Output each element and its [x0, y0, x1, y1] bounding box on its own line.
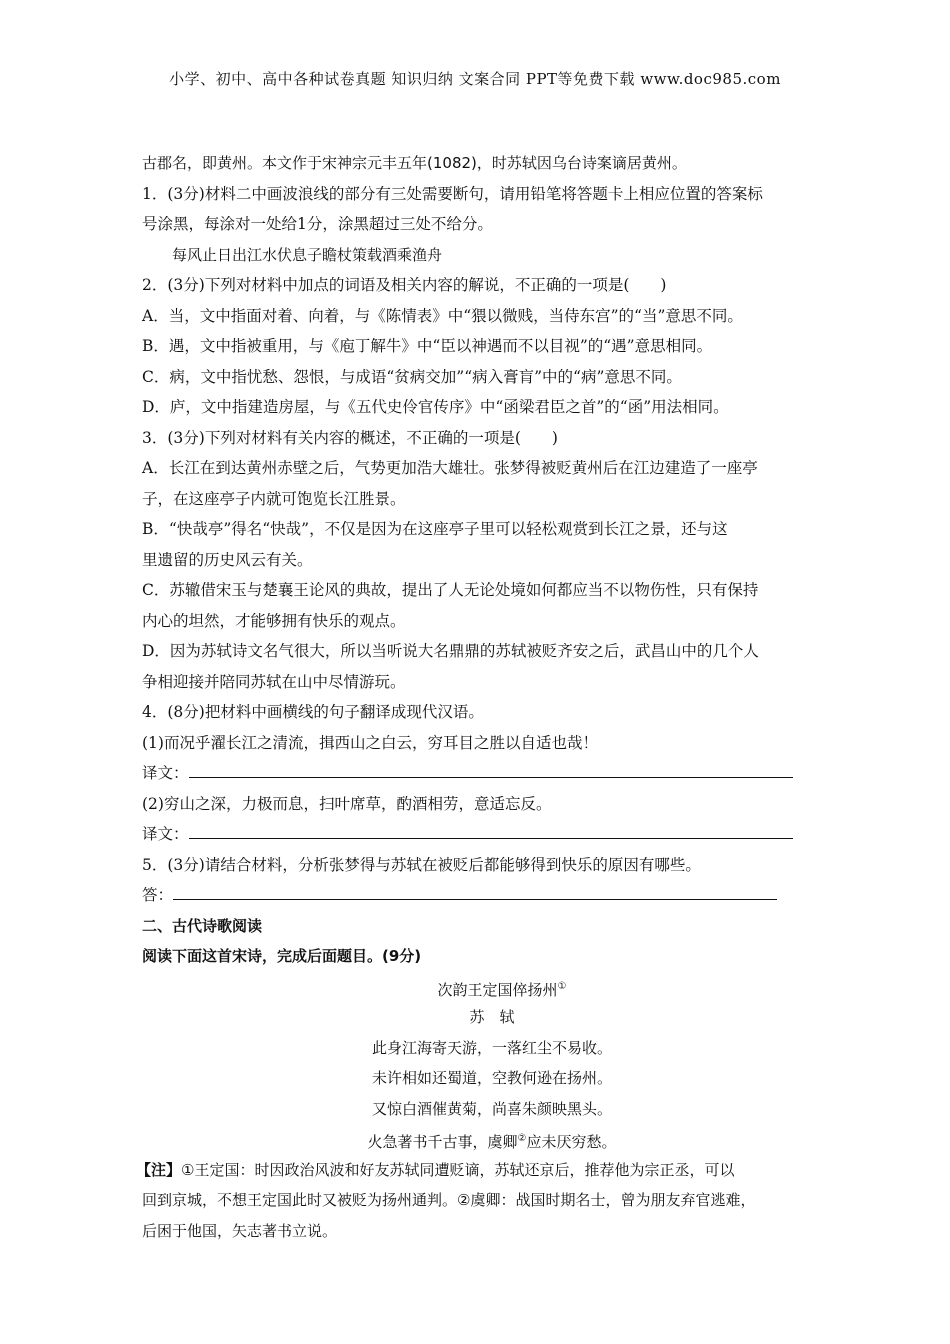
poem-line-2: 未许相如还蜀道，空教何逊在扬州。 [371, 1069, 612, 1087]
q5-stem: 5．(3分)请结合材料，分析张梦得与苏轼在被贬后都能够得到快乐的原因有哪些。 [142, 855, 701, 874]
q1-stem-line1: 1．(3分)材料二中画波浪线的部分有三处需要断句，请用铅笔将答题卡上相应位置的答案标 [142, 184, 763, 203]
q1-sentence: 每风止日出江水伏息子瞻杖策载酒乘渔舟 [172, 245, 443, 264]
q2-stem: 2．(3分)下列对材料中加点的词语及相关内容的解说，不正确的一项是( ) [142, 276, 667, 294]
q4-sentence-1: (1)而况乎濯长江之清流，揖西山之白云，穷耳目之胜以自适也哉！ [142, 733, 598, 752]
notes-line-2: 回到京城，不想王定国此时又被贬为扬州通判。②虞卿：战国时期名士，曾为朋友弃官逃难， [142, 1191, 756, 1209]
q3-option-c-line2: 内心的坦然，才能够拥有快乐的观点。 [142, 611, 406, 630]
poem-line-4-footnote: ② [517, 1133, 527, 1144]
answer-label: 答： [142, 886, 174, 904]
notes-text-1: ①王定国：时因政治风波和好友苏轼同遭贬谪，苏轼还京后，推荐他为宗正丞，可以 [181, 1160, 735, 1179]
poem-title-footnote: ① [557, 980, 567, 992]
poem-line-4-part-a: 火急著书千古事，虞卿 [367, 1133, 518, 1151]
notes-line-3: 后困于他国，矢志著书立说。 [142, 1221, 338, 1240]
q5-answer-row [142, 880, 822, 911]
q3-option-c-line1: C．苏辙借宋玉与楚襄王论风的典故，提出了人无论处境如何都应当不以物伤性，只有保持 [142, 581, 759, 599]
notes-line-1 [136, 1155, 822, 1186]
poem-line-1: 此身江海寄天游，一落红尘不易收。 [371, 1038, 612, 1057]
poem-title [142, 972, 822, 1003]
q4-stem: 4．(8分)把材料中画横线的句子翻译成现代汉语。 [142, 703, 484, 721]
q3-option-b-line2: 里遗留的历史风云有关。 [142, 550, 313, 569]
q3-option-a-line2: 子，在这座亭子内就可饱览长江胜景。 [142, 489, 406, 508]
q2-option-d: D．庐，文中指建造房屋，与《五代史伶官传序》中“函梁君臣之首”的“函”用法相同。 [142, 398, 729, 416]
q3-stem: 3．(3分)下列对材料有关内容的概述，不正确的一项是( ) [142, 428, 558, 447]
q2-option-c: C．病，文中指忧愁、怨恨，与成语“贫病交加”“病入膏肓”中的“病”意思不同。 [142, 367, 682, 386]
q3-option-d-line2: 争相迎接并陪同苏轼在山中尽情游玩。 [142, 672, 406, 691]
q3-option-b-line1: B．“快哉亭”得名“快哉”，不仅是因为在这座亭子里可以轻松观赏到长江之景，还与这 [142, 520, 728, 538]
notes-tag: 【注】 [136, 1160, 182, 1179]
poem-line-3: 又惊白酒催黄菊，尚喜朱颜映黑头。 [371, 1099, 612, 1118]
intro-text: 古郡名，即黄州。本文作于宋神宗元丰五年(1082)，时苏轼因乌台诗案谪居黄州。 [142, 154, 687, 172]
q4-answer-row-2 [142, 819, 822, 850]
section-2-title: 二、古代诗歌阅读 [142, 916, 263, 935]
poem-author: 苏 轼 [469, 1008, 515, 1026]
answer-blank-2[interactable] [189, 820, 793, 839]
document-body [136, 148, 822, 1246]
q4-answer-row-1 [142, 758, 822, 789]
q2-option-a: A．当，文中指面对着、向着，与《陈情表》中“猥以微贱，当侍东宫”的“当”意思不同。 [142, 306, 743, 325]
page-header: 小学、初中、高中各种试卷真题 知识归纳 文案合同 PPT等免费下载 www.doc985.com [169, 70, 781, 88]
poem-line-4-part-b: 应未厌穷愁。 [526, 1133, 617, 1151]
poem-line-4 [142, 1124, 822, 1155]
translation-label-1: 译文： [142, 764, 189, 782]
q2-option-b: B．遇，文中指被重用，与《庖丁解牛》中“臣以神遇而不以目视”的“遇”意思相同。 [142, 337, 713, 355]
q3-option-a-line1: A．长江在到达黄州赤壁之后，气势更加浩大雄壮。张梦得被贬黄州后在江边建造了一座亭 [142, 459, 758, 477]
answer-blank-3[interactable] [173, 881, 777, 900]
poem-title-text: 次韵王定国倅扬州 [437, 980, 558, 999]
section-2-instruction: 阅读下面这首宋诗，完成后面题目。(9分) [142, 947, 422, 965]
q4-sentence-2: (2)穷山之深，力极而息，扫叶席草，酌酒相劳，意适忘反。 [142, 794, 552, 813]
translation-label-2: 译文： [142, 825, 189, 843]
q1-stem-line2: 号涂黑，每涂对一处给1分，涂黑超过三处不给分。 [142, 215, 493, 233]
q3-option-d-line1: D．因为苏轼诗文名气很大，所以当听说大名鼎鼎的苏轼被贬齐安之后，武昌山中的几个人 [142, 642, 759, 660]
answer-blank-1[interactable] [189, 759, 793, 778]
